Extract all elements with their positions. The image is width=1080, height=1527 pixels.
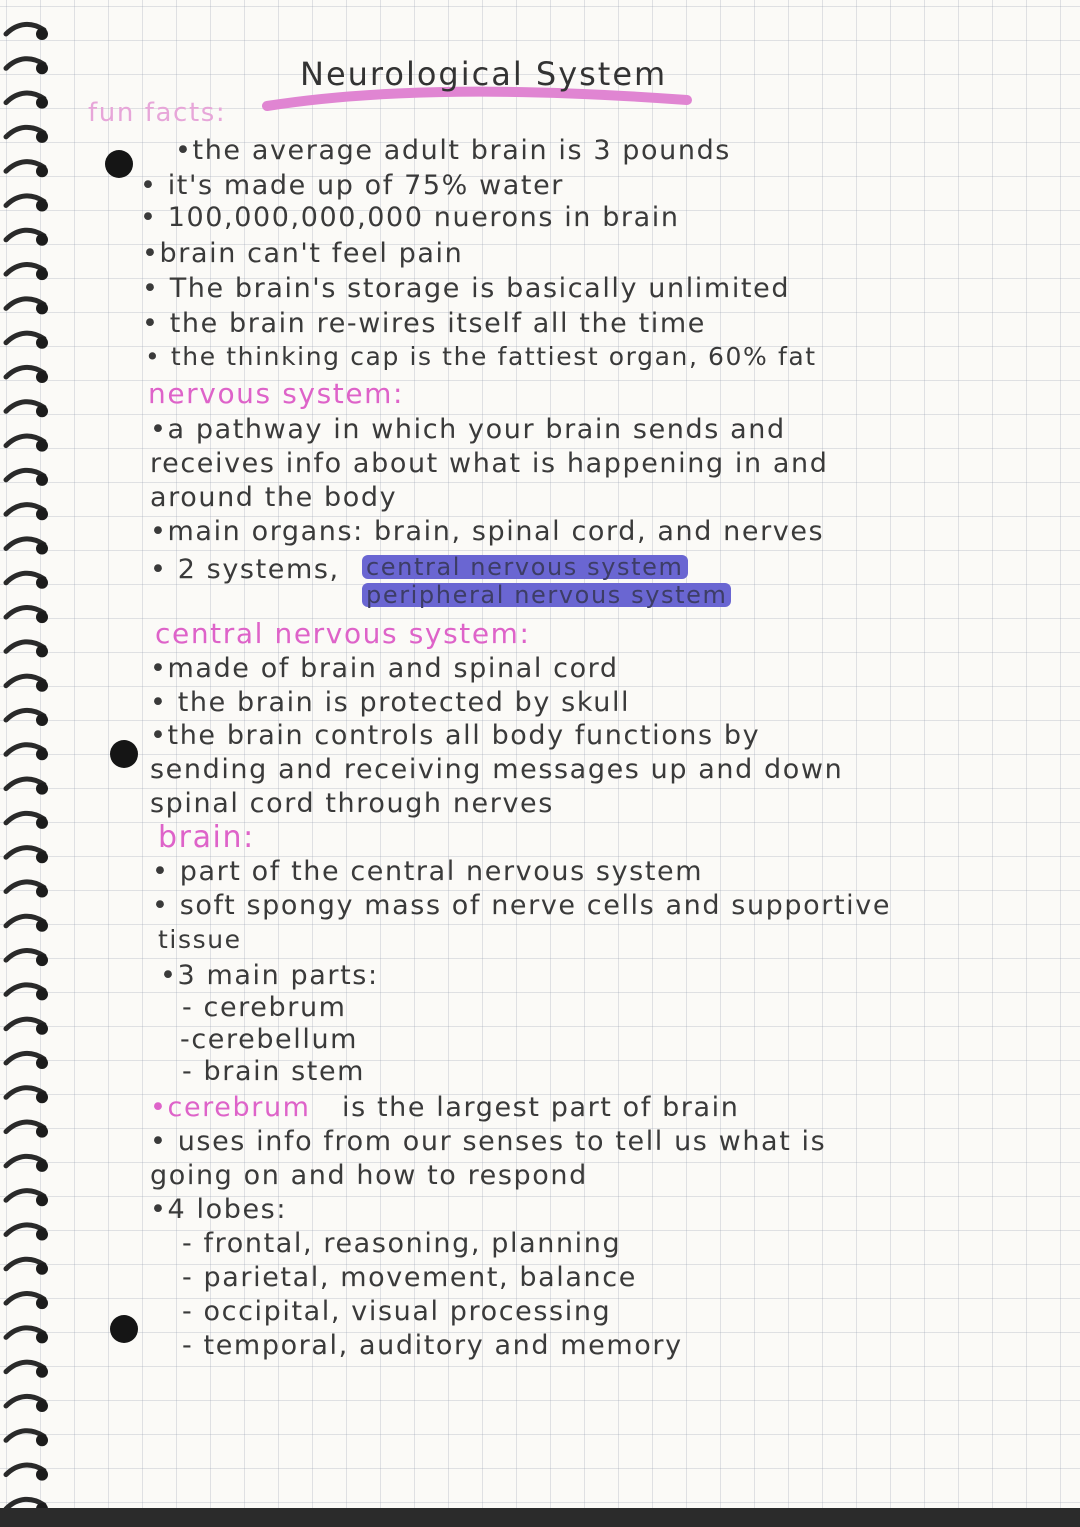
- fun-fact-item: • the thinking cap is the fattiest organ, 60% fat: [145, 342, 817, 371]
- spiral-coil: [6, 299, 48, 315]
- spiral-coil: [6, 848, 48, 864]
- spiral-coil: [6, 642, 48, 658]
- highlighted-system: peripheral nervous system: [362, 583, 731, 607]
- nervous-system-line: •main organs: brain, spinal cord, and nerves: [150, 516, 825, 547]
- brain-line: •3 main parts:: [160, 960, 379, 991]
- spiral-coil: [6, 813, 48, 829]
- fun-fact-item: •the average adult brain is 3 pounds: [175, 135, 731, 166]
- spiral-coil: [6, 951, 48, 967]
- cns-line: • the brain is protected by skull: [150, 687, 631, 718]
- spiral-coil: [6, 59, 48, 75]
- brain-line: tissue: [158, 925, 242, 954]
- spiral-coil: [6, 710, 48, 726]
- lobe-item: - temporal, auditory and memory: [182, 1330, 683, 1361]
- lobe-item: - parietal, movement, balance: [182, 1262, 637, 1293]
- page-title: Neurological System: [300, 55, 668, 93]
- spiral-binding: [0, 0, 60, 1515]
- punch-hole: [105, 150, 133, 178]
- cerebrum-term: •cerebrum: [150, 1092, 311, 1123]
- cerebrum-line: is the largest part of brain: [342, 1092, 740, 1123]
- spiral-coil: [6, 1259, 48, 1275]
- spiral-coil: [6, 505, 48, 521]
- spiral-coil: [6, 539, 48, 555]
- lobe-item: - occipital, visual processing: [182, 1296, 612, 1327]
- spiral-coil: [6, 1294, 48, 1310]
- spiral-coil: [6, 367, 48, 383]
- nervous-system-line: • 2 systems,: [150, 554, 340, 585]
- spiral-coil: [6, 1328, 48, 1344]
- nervous-system-line: around the body: [150, 482, 398, 513]
- fun-fact-item: • 100,000,000,000 nuerons in brain: [140, 202, 680, 233]
- spiral-coil: [6, 1191, 48, 1207]
- nervous-system-heading: nervous system:: [148, 377, 405, 410]
- spiral-coil: [6, 1088, 48, 1104]
- spiral-coil: [6, 608, 48, 624]
- brain-heading: brain:: [158, 820, 255, 855]
- cns-heading: central nervous system:: [155, 617, 531, 650]
- spiral-coil: [6, 985, 48, 1001]
- nervous-system-line: receives info about what is happening in and: [150, 448, 829, 479]
- spiral-coil: [6, 1362, 48, 1378]
- cns-line: sending and receiving messages up and down: [150, 754, 844, 785]
- fun-fact-item: •brain can't feel pain: [142, 238, 464, 269]
- spiral-coil: [6, 1431, 48, 1447]
- spiral-coil: [6, 470, 48, 486]
- brain-part: - cerebrum: [182, 992, 347, 1023]
- spiral-coil: [6, 1396, 48, 1412]
- fun-fact-item: • the brain re-wires itself all the time: [142, 308, 706, 339]
- spiral-coil: [6, 265, 48, 281]
- punch-hole: [110, 1315, 138, 1343]
- brain-part: -cerebellum: [180, 1024, 359, 1055]
- cerebrum-line: going on and how to respond: [150, 1160, 588, 1191]
- page-shadow-edge: [0, 1508, 1080, 1527]
- spiral-coil: [6, 436, 48, 452]
- spiral-coil: [6, 162, 48, 178]
- spiral-coil: [6, 1156, 48, 1172]
- spiral-coil: [6, 882, 48, 898]
- spiral-coil: [6, 573, 48, 589]
- highlighted-system: central nervous system: [362, 555, 688, 579]
- cns-line: spinal cord through nerves: [150, 788, 554, 819]
- fun-fact-item: • it's made up of 75% water: [140, 170, 565, 201]
- spiral-coil: [6, 779, 48, 795]
- brain-part: - brain stem: [182, 1056, 366, 1087]
- fun-facts-heading: fun facts:: [88, 98, 227, 128]
- nervous-system-line: •a pathway in which your brain sends and: [150, 414, 786, 445]
- spiral-coil: [6, 1053, 48, 1069]
- brain-line: • soft spongy mass of nerve cells and supportive: [152, 890, 892, 921]
- lobe-item: - frontal, reasoning, planning: [182, 1228, 622, 1259]
- fun-fact-item: • The brain's storage is basically unlimited: [142, 273, 791, 304]
- spiral-coil: [6, 402, 48, 418]
- spiral-coil: [6, 230, 48, 246]
- cerebrum-line: • uses info from our senses to tell us what is: [150, 1126, 827, 1157]
- spiral-coil: [6, 1122, 48, 1138]
- spiral-coil: [6, 1019, 48, 1035]
- spiral-coil: [6, 93, 48, 109]
- brain-line: • part of the central nervous system: [152, 856, 704, 887]
- spiral-coil: [6, 24, 48, 40]
- punch-hole: [110, 740, 138, 768]
- cns-line: •made of brain and spinal cord: [150, 653, 619, 684]
- spiral-coil: [6, 333, 48, 349]
- cerebrum-line: •4 lobes:: [150, 1194, 288, 1225]
- spiral-coil: [6, 745, 48, 761]
- spiral-coil: [6, 1225, 48, 1241]
- spiral-coil: [6, 916, 48, 932]
- spiral-coil: [6, 127, 48, 143]
- cns-line: •the brain controls all body functions by: [150, 720, 761, 751]
- spiral-coil: [6, 676, 48, 692]
- spiral-coil: [6, 1465, 48, 1481]
- spiral-coil: [6, 196, 48, 212]
